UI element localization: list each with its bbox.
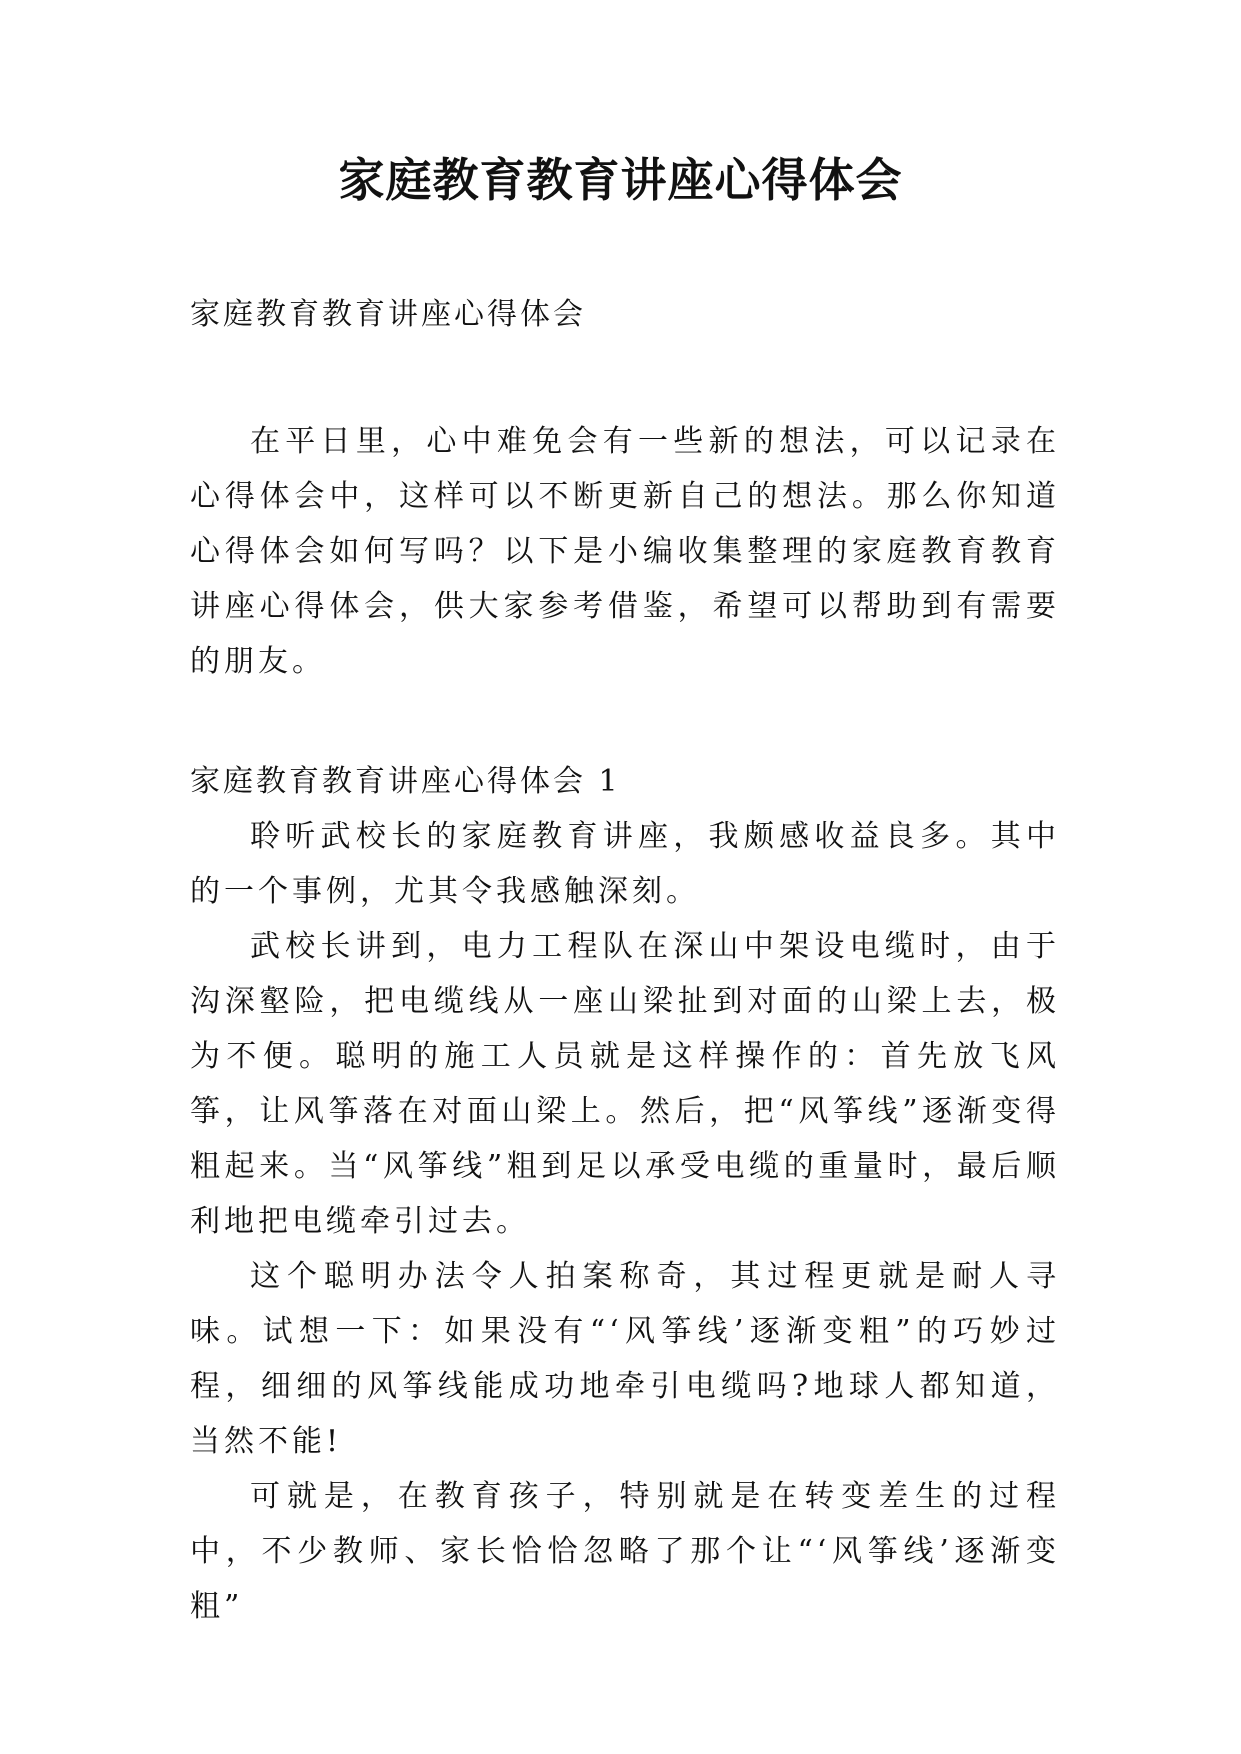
section-spacer: [190, 689, 1060, 754]
document-title: 家庭教育教育讲座心得体会: [338, 153, 903, 207]
document-subtitle: 家庭教育教育讲座心得体会: [190, 297, 586, 332]
body-paragraph: 这个聪明办法令人拍案称奇，其过程更就是耐人寻味。试想一下：如果没有“‘风筝线’逐渐变粗”的巧妙过程，细细的风筝线能成功地牵引电缆吗?地球人都知道，当然不能!: [190, 1259, 1060, 1459]
body-paragraph: 聆听武校长的家庭教育讲座，我颇感收益良多。其中的一个事例，尤其令我感触深刻。: [190, 819, 1060, 909]
body-paragraph: 可就是，在教育孩子，特别就是在转变差生的过程中，不少教师、家长恰恰忽略了那个让“‘风筝线’逐渐变粗”: [190, 1479, 1060, 1624]
intro-paragraph: 在平日里，心中难免会有一些新的想法，可以记录在心得体会中，这样可以不断更新自己的想法。那么你知道心得体会如何写吗？以下是小编收集整理的家庭教育教育讲座心得体会，供大家参考借鉴，希望可以帮助到有需要的朋友。: [190, 424, 1060, 679]
document-body: [190, 287, 1060, 1634]
section-heading: 家庭教育教育讲座心得体会 1: [190, 764, 621, 799]
body-paragraph: 武校长讲到，电力工程队在深山中架设电缆时，由于沟深壑险，把电缆线从一座山梁扯到对面的山梁上去，极为不便。聪明的施工人员就是这样操作的：首先放飞风筝，让风筝落在对面山梁上。然后，把“风筝线”逐渐变得粗起来。当“风筝线”粗到足以承受电缆的重量时，最后顺利地把电缆牵引过去。: [190, 929, 1060, 1239]
section-spacer: [190, 342, 1060, 414]
